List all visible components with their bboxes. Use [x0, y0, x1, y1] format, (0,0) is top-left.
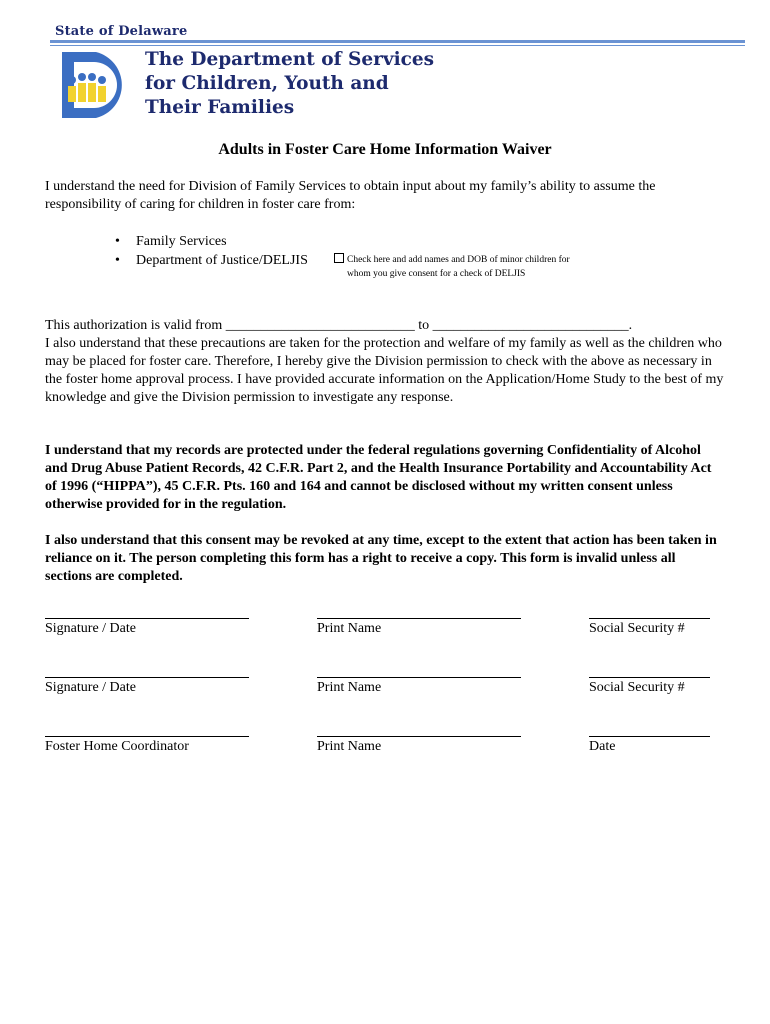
form-title: Adults in Foster Care Home Information Waiver — [218, 141, 552, 158]
print-name-line[interactable] — [317, 736, 521, 737]
confidentiality-paragraph: I understand that my records are protected under the federal regulations governing Confidentiality of Alcohol and Drug Abuse Patient Records, 42 C.F.R. Part 2, and the Health Insurance Portability and Accountability Act of 1996 (“HIPPA”), 45 C.F.R. Pts. 160 and 164 and cannot be disclosed without my written consent unless otherwise provided for in the regulation. — [45, 443, 712, 512]
print-name-line[interactable] — [317, 677, 521, 678]
department-title-line: The Department of Services — [145, 49, 435, 70]
deljis-checkbox[interactable] — [334, 253, 344, 263]
print-name-label: Print Name — [317, 739, 382, 754]
header-rule-thick — [50, 40, 745, 43]
ssn-label: Social Security # — [589, 621, 685, 636]
print-name-label: Print Name — [317, 621, 382, 636]
intro-paragraph: I understand the need for Division of Family Services to obtain input about my family’s ability to assume the responsibility of caring for children in foster care from: — [45, 179, 656, 212]
foster-home-coordinator-label: Foster Home Coordinator — [45, 739, 189, 754]
list-item: • Family Services — [112, 232, 308, 251]
header-rule-thin — [50, 45, 745, 46]
deljis-check-note: whom you give consent for a check of DELJIS — [347, 269, 526, 279]
department-title-line: for Children, Youth and — [145, 73, 389, 94]
print-name-line[interactable] — [317, 618, 521, 619]
precautions-paragraph: I also understand that these precautions are taken for the protection and welfare of my family as well as the children who may be placed for foster care. Therefore, I hereby give the Division permission to check with the above as necessary in the foster home approval process. I have provided accurate information on the Application/Home Study to the best of my knowledge and give the Division permission to investigate any response. — [45, 336, 724, 405]
print-name-label: Print Name — [317, 680, 382, 695]
signature-date-label: Signature / Date — [45, 621, 136, 636]
validity-line: This authorization is valid from ___________________________ to ____________________________. — [45, 318, 633, 333]
signature-line[interactable] — [45, 677, 249, 678]
ssn-line[interactable] — [589, 618, 710, 619]
state-label: State of Delaware — [55, 24, 188, 39]
dscyf-logo-icon — [60, 50, 134, 120]
list-item: • Department of Justice/DELJIS — [112, 251, 308, 270]
coordinator-signature-line[interactable] — [45, 736, 249, 737]
revocation-paragraph: I also understand that this consent may be revoked at any time, except to the extent that action has been taken in reliance on it. The person completing this form has a right to receive a copy. This form is invalid unless all sections are completed. — [45, 533, 717, 584]
signature-line[interactable] — [45, 618, 249, 619]
ssn-label: Social Security # — [589, 680, 685, 695]
source-list — [112, 232, 308, 270]
department-title — [145, 48, 434, 120]
deljis-check-note: Check here and add names and DOB of minor children for — [347, 255, 570, 265]
ssn-line[interactable] — [589, 677, 710, 678]
date-label: Date — [589, 739, 616, 754]
signature-date-label: Signature / Date — [45, 680, 136, 695]
department-title-line: Their Families — [145, 97, 295, 118]
date-line[interactable] — [589, 736, 710, 737]
